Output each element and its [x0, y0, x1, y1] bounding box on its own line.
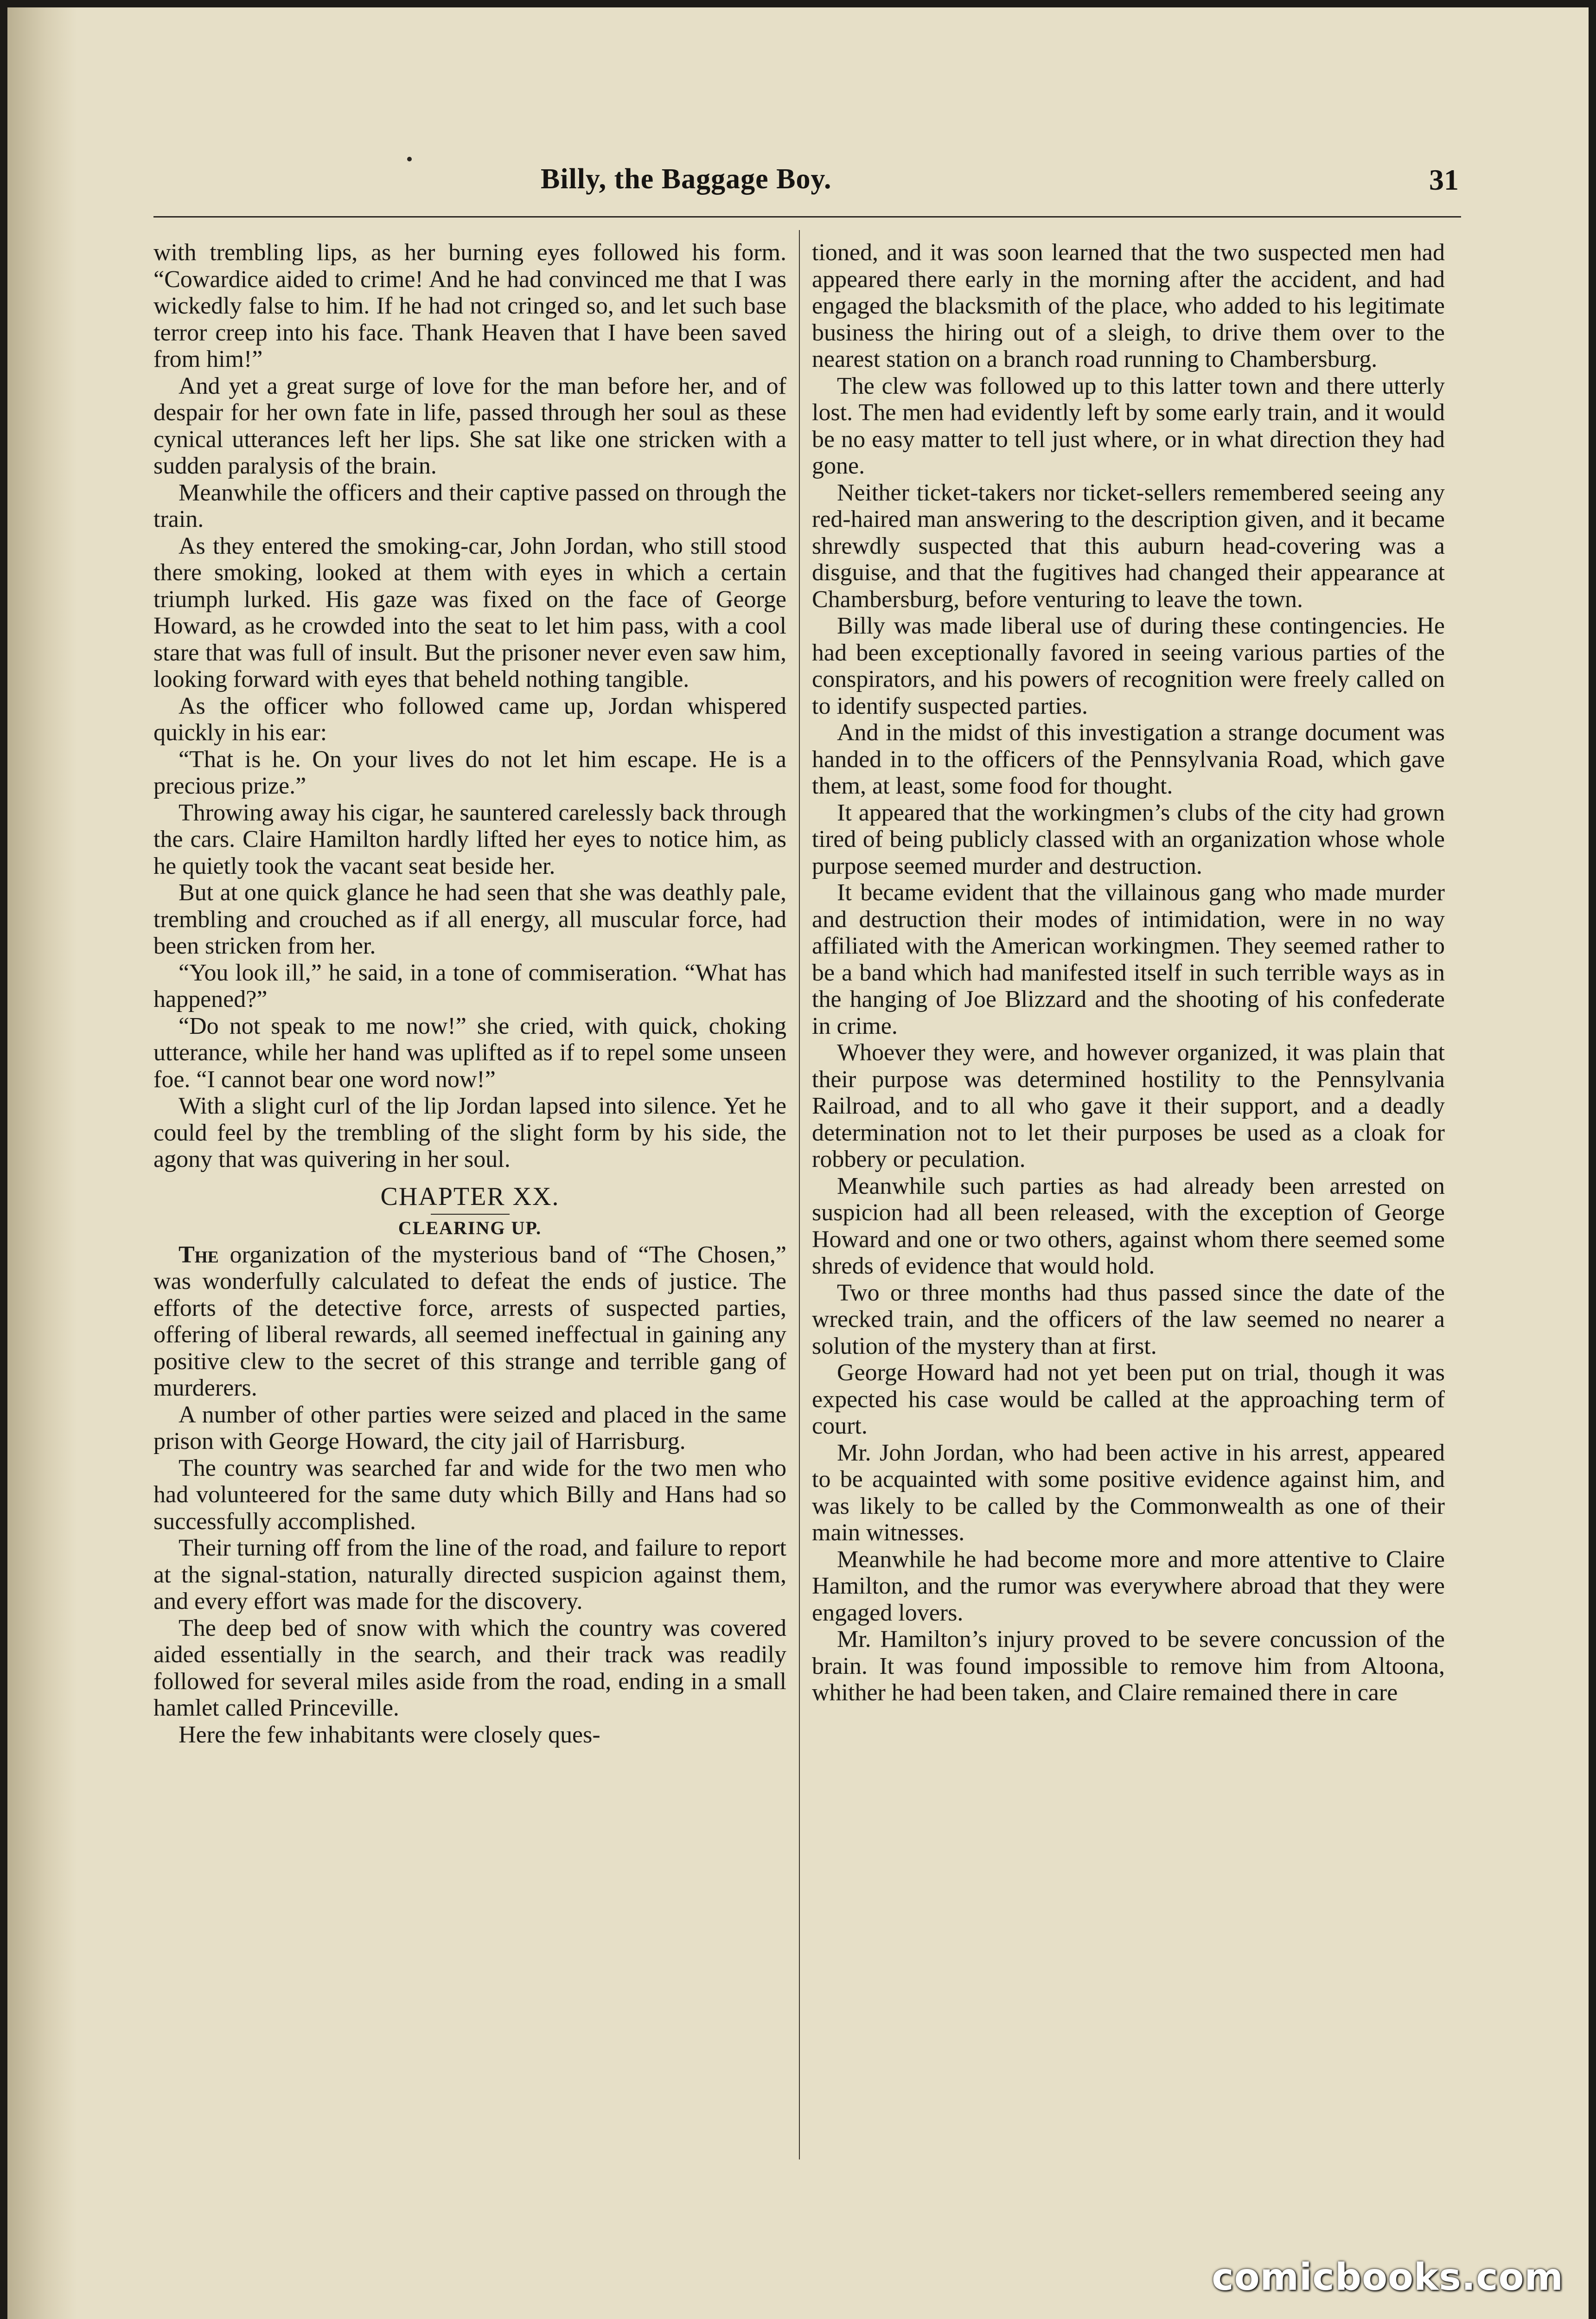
page-gutter: [7, 7, 77, 2319]
paragraph: The clew was followed up to this latter town and there utterly lost. The men had evidently left by some early train, and it would be no easy matter to tell just where, or in what direction they had gone.: [812, 372, 1445, 479]
column-divider: [799, 230, 800, 2159]
paragraph: As the officer who followed came up, Jordan whispered quickly in his ear:: [153, 692, 786, 746]
paragraph: Mr. Hamilton’s injury proved to be severe concussion of the brain. It was found impossible to remove him from Altoona, whither he had been taken, and Claire remained there in care: [812, 1626, 1445, 1706]
paragraph: Mr. John Jordan, who had been active in his arrest, appeared to be acquainted with some positive evidence against him, and was likely to be called by the Commonwealth as one of their main witnesses.: [812, 1439, 1445, 1546]
ink-speck: [407, 157, 412, 161]
paragraph: Their turning off from the line of the road, and failure to report at the signal-station, naturally directed suspicion against them, and every effort was made for the discovery.: [153, 1535, 786, 1614]
running-title: Billy, the Baggage Boy.: [541, 163, 832, 195]
book-page: [7, 7, 1589, 2319]
header-rule: [153, 216, 1461, 218]
paragraph: And in the midst of this investigation a strange document was handed in to the officers of the Pennsylvania Road, which gave them, at least, some food for thought.: [812, 719, 1445, 799]
paragraph: Meanwhile he had become more and more attentive to Claire Hamilton, and the rumor was everywhere abroad that they were engaged lovers.: [812, 1546, 1445, 1626]
paragraph: A number of other parties were seized and placed in the same prison with George Howard, the city jail of Harrisburg.: [153, 1401, 786, 1454]
paragraph: “You look ill,” he said, in a tone of commiseration. “What has happened?”: [153, 959, 786, 1012]
left-column: [153, 239, 786, 1748]
chapter-subtitle: CLEARING UP.: [398, 1217, 542, 1238]
paragraph: with trembling lips, as her burning eyes followed his form. “Cowardice aided to crime! And he had convinced me that I was wickedly false to him. If he had not cringed so, and let such base terror creep into his face. Thank Heaven that I have been saved from him!”: [153, 239, 786, 372]
paragraph: As they entered the smoking-car, John Jordan, who still stood there smoking, looked at them with eyes in which a certain triumph lurked. His gaze was fixed on the face of George Howard, as he crowded into the seat to let him pass, with a cool stare that was full of insult. But the prisoner never even saw him, looking forward with eyes that beheld nothing tangible.: [153, 532, 786, 692]
chapter-first-rest: organization of the mysterious band of “The Chosen,” was wonderfully calculated to defeat the ends of justice. The efforts of the detective force, arrests of suspected parties, offering of liberal rewards, all seemed ineffectual in gaining any positive clew to the secret of this strange and terrible gang of murderers.: [153, 1241, 786, 1401]
paragraph: Billy was made liberal use of during these contingencies. He had been exceptionally favored in seeing various parties of the conspirators, and his powers of recognition were freely called on to identify suspected parties.: [812, 613, 1445, 719]
site-watermark: comicbooks.com: [1212, 2255, 1564, 2299]
chapter-title: CHAPTER XX.: [380, 1182, 560, 1211]
chapter-opening-paragraph: [153, 1242, 786, 1402]
paragraph: Throwing away his cigar, he sauntered carelessly back through the cars. Claire Hamilton hardly lifted her eyes to notice him, as he quietly took the vacant seat beside her.: [153, 799, 786, 879]
paragraph: The deep bed of snow with which the country was covered aided essentially in the search, and their track was readily followed for several miles aside from the road, ending in a small hamlet called Princeville.: [153, 1614, 786, 1721]
paragraph: With a slight curl of the lip Jordan lapsed into silence. Yet he could feel by the trembling of the slight form by his side, the agony that was quivering in her soul.: [153, 1093, 786, 1172]
paragraph: tioned, and it was soon learned that the two suspected men had appeared there early in the morning after the accident, and had engaged the blacksmith of the place, who added to his legitimate business the hiring out of a sleigh, to drive them over to the nearest station on a branch road running to Chambersburg.: [812, 239, 1445, 372]
paragraph: Here the few inhabitants were closely ques-: [179, 1721, 600, 1748]
paragraph: Two or three months had thus passed since the date of the wrecked train, and the officers of the law seemed no nearer a solution of the mystery than at first.: [812, 1279, 1445, 1359]
chapter-rule: [431, 1214, 510, 1215]
right-column: [812, 239, 1445, 1706]
paragraph: It appeared that the workingmen’s clubs of the city had grown tired of being publicly classed with an organization whose whole purpose seemed murder and destruction.: [812, 799, 1445, 879]
page-number: 31: [1429, 163, 1459, 196]
paragraph: “Do not speak to me now!” she cried, with quick, choking utterance, while her hand was uplifted as if to repel some unseen foe. “I cannot bear one word now!”: [153, 1012, 786, 1093]
paragraph: But at one quick glance he had seen that she was deathly pale, trembling and crouched as if all energy, all muscular force, had been stricken from her.: [153, 879, 786, 959]
chapter-first-word: The: [179, 1241, 219, 1268]
paragraph: George Howard had not yet been put on trial, though it was expected his case would be called at the approaching term of court.: [812, 1359, 1445, 1439]
paragraph: Whoever they were, and however organized, it was plain that their purpose was determined hostility to the Pennsylvania Railroad, and to all who gave it their support, and a deadly determination not to let their purposes be used as a cloak for robbery or peculation.: [812, 1039, 1445, 1172]
paragraph: It became evident that the villainous gang who made murder and destruction their modes of intimidation, were in no way affiliated with the American workingmen. They seemed rather to be a band which had manifested itself in such terrible ways as in the hanging of Joe Blizzard and the shooting of his confederate in crime.: [812, 879, 1445, 1039]
paragraph: Neither ticket-takers nor ticket-sellers remembered seeing any red-haired man answering to the description given, and it became shrewdly suspected that this auburn head-covering was a disguise, and that the fugitives had changed their appearance at Chambersburg, before venturing to leave the town.: [812, 479, 1445, 613]
paragraph: The country was searched far and wide for the two men who had volunteered for the same duty which Billy and Hans had so successfully accomplished.: [153, 1454, 786, 1535]
paragraph: And yet a great surge of love for the man before her, and of despair for her own fate in life, passed through her soul as these cynical utterances left her lips. She sat like one stricken with a sudden paralysis of the brain.: [153, 372, 786, 479]
paragraph: “That is he. On your lives do not let him escape. He is a precious prize.”: [153, 746, 786, 799]
paragraph: Meanwhile the officers and their captive passed on through the train.: [153, 479, 786, 532]
paragraph: Meanwhile such parties as had already been arrested on suspicion had all been released, with the exception of George Howard and one or two others, against whom there seemed some shreds of evidence that would hold.: [812, 1172, 1445, 1279]
